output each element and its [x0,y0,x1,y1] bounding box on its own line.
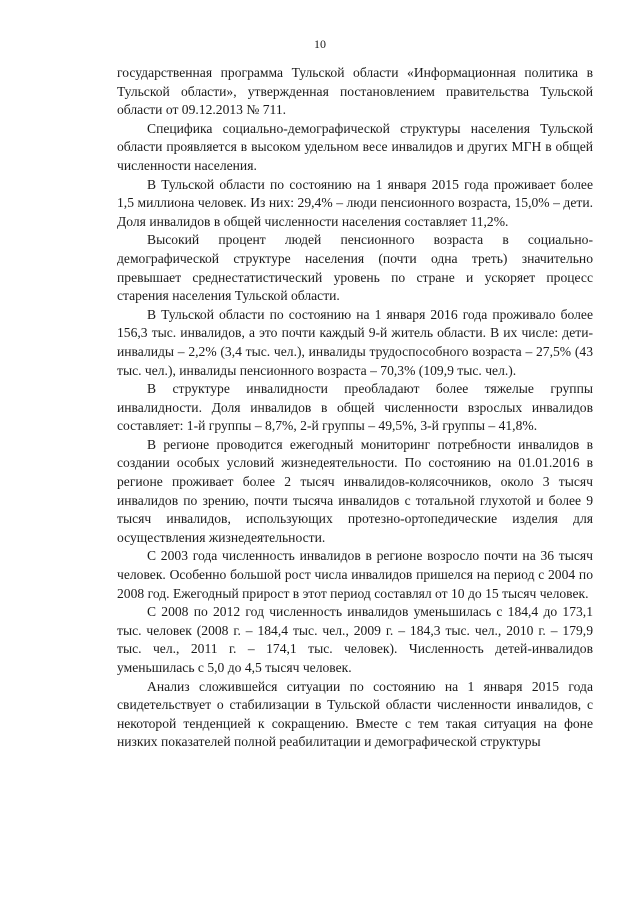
paragraph-8: С 2003 года численность инвалидов в регионе возросло почти на 36 тысяч человек. Особенно большой рост числа инвалидов пришелся на период с 2004 по 2008 год. Ежегодный прирост в этот период составлял от 10 до 15 тысяч человек. [117,548,593,601]
paragraph-3: В Тульской области по состоянию на 1 января 2015 года проживает более 1,5 миллиона человек. Из них: 29,4% – люди пенсионного возраста, 15,0% – дети. Доля инвалидов в общей численности населения составляет 11,2%. [117,176,593,229]
paragraph-6: В структуре инвалидности преобладают более тяжелые группы инвалидности. Доля инвалидов в общей численности взрослых инвалидов составляет: 1-й группы – 8,7%, 2-й группы – 49,5%, 3-й группы – 41,8%. [117,381,593,434]
paragraph-9: С 2008 по 2012 год численность инвалидов уменьшилась с 184,4 до 173,1 тыс. человек (2008 г. – 184,4 тыс. чел., 2009 г. – 184,3 тыс. чел., 2010 г. – 179,9 тыс. чел., 2011 г. – 174,1 тыс. человек). Численность детей-инвалидов уменьшилась с 5,0 до 4,5 тысяч человек. [117,604,593,675]
paragraph-10: Анализ сложившейся ситуации по состоянию на 1 января 2015 года свидетельствует о стабилизации в Тульской области численности инвалидов, с некоторой тенденцией к сокращению. Вместе с тем такая ситуация на фоне низких показателей полной реабилитации и демографической структуры [117,678,593,750]
paragraph-7: В регионе проводится ежегодный мониторинг потребности инвалидов в создании особых условий жизнедеятельности. По состоянию на 01.01.2016 в регионе проживает более 2 тысяч инвалидов-колясочников, около 3 тысяч инвалидов по зрению, почти тысяча инвалидов с тотальной глухотой и более 9 тысяч инвалидов, использующих протезно-ортопедические изделия для осуществления жизнедеятельности. [117,436,593,545]
paragraph-5: В Тульской области по состоянию на 1 января 2016 года проживало более 156,3 тыс. инвалидов, а это почти каждый 9-й житель области. В их числе: дети-инвалиды – 2,2% (3,4 тыс. чел.), инвалиды трудоспособного возраста – 27,5% (43 тыс. чел.), инвалиды пенсионного возраста – 70,3% (109,9 тыс. чел.). [117,306,593,378]
paragraph-1: государственная программа Тульской области «Информационная политика в Тульской области», утвержденная постановлением правительства Тульской области от 09.12.2013 № 711. [117,65,593,118]
document-body [117,64,593,752]
paragraph-2: Специфика социально-демографической структуры населения Тульской области проявляется в высоком удельном весе инвалидов и других МГН в общей численности населения. [117,120,593,173]
paragraph-4: Высокий процент людей пенсионного возраста в социально-демографической структуре населения (почти одна треть) значительно превышает среднестатистический уровень по стране и ускоряет процесс старения населения Тульской области. [117,232,593,304]
page-number: 10 [314,37,326,51]
